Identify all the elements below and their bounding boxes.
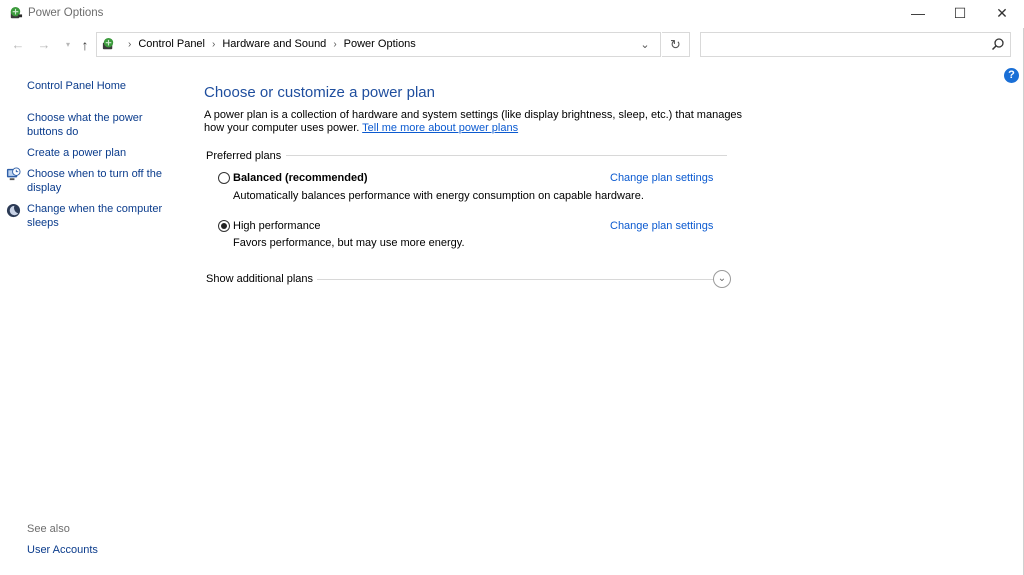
sidebar-item-create-plan[interactable]: Create a power plan [27, 147, 127, 159]
balanced-change-settings-link[interactable]: Change plan settings [610, 172, 714, 184]
help-icon[interactable]: ? [1004, 68, 1019, 83]
sidebar-item-power-buttons[interactable]: Choose what the power buttons do [27, 112, 143, 138]
high-performance-plan-description: Favors performance, but may use more energy. [233, 237, 465, 249]
control-panel-home-link[interactable]: Control Panel Home [27, 80, 127, 92]
tell-me-more-link[interactable]: Tell me more about power plans [362, 122, 519, 134]
forward-button[interactable]: → [37, 37, 51, 52]
minimize-button[interactable]: — [911, 5, 925, 21]
power-options-icon [8, 6, 23, 21]
address-bar[interactable] [96, 32, 661, 57]
refresh-button[interactable]: ↻ [662, 32, 690, 57]
intro-body: A power plan is a collection of hardware and system settings (like display brightness, sleep, etc.) that manages how your computer uses power. [204, 109, 743, 134]
balanced-plan-name[interactable]: Balanced (recommended) [233, 172, 368, 184]
close-button[interactable]: ✕ [996, 5, 1008, 21]
high-performance-plan-radio[interactable] [218, 220, 230, 232]
breadcrumb-power-options[interactable]: Power Options [343, 38, 416, 50]
divider [286, 155, 727, 156]
address-dropdown-button[interactable]: ⌄ [640, 39, 650, 51]
search-icon[interactable] [991, 37, 1005, 51]
high-performance-plan-name[interactable]: High performance [233, 220, 321, 232]
back-button[interactable]: ← [11, 37, 25, 52]
up-button[interactable]: ↑ [81, 37, 89, 53]
show-additional-plans-label[interactable]: Show additional plans [206, 273, 314, 285]
window-title: Power Options [28, 7, 104, 19]
preferred-plans-label: Preferred plans [206, 150, 282, 162]
title-bar [0, 0, 1024, 28]
page-title: Choose or customize a power plan [204, 84, 435, 101]
left-pane [0, 62, 190, 575]
divider [317, 279, 713, 280]
search-box[interactable] [700, 32, 1011, 57]
breadcrumb-hardware-and-sound[interactable]: Hardware and Sound [222, 38, 327, 50]
sidebar-item-turn-off-display[interactable]: Choose when to turn off the display [27, 168, 162, 194]
expand-chevron-icon[interactable]: ⌄ [713, 270, 731, 288]
intro-text [204, 109, 744, 135]
see-also-heading: See also [27, 523, 70, 535]
high-performance-change-settings-link[interactable]: Change plan settings [610, 220, 714, 232]
moon-sleep-icon [6, 203, 21, 218]
breadcrumb [121, 38, 416, 50]
sidebar-item-computer-sleeps[interactable]: Change when the computer sleeps [27, 203, 163, 229]
display-clock-icon [6, 167, 21, 182]
breadcrumb-separator[interactable]: › [212, 39, 216, 50]
control-panel-icon [101, 37, 116, 52]
breadcrumb-separator[interactable]: › [333, 39, 337, 50]
recent-locations-button[interactable]: ▾ [65, 40, 70, 49]
breadcrumb-separator[interactable]: › [128, 39, 132, 50]
maximize-button[interactable]: ☐ [953, 5, 967, 21]
balanced-plan-radio[interactable] [218, 172, 230, 184]
breadcrumb-control-panel[interactable]: Control Panel [138, 38, 205, 50]
balanced-plan-description: Automatically balances performance with energy consumption on capable hardware. [233, 190, 644, 202]
navigation-bar [0, 28, 1024, 62]
user-accounts-link[interactable]: User Accounts [27, 544, 98, 556]
